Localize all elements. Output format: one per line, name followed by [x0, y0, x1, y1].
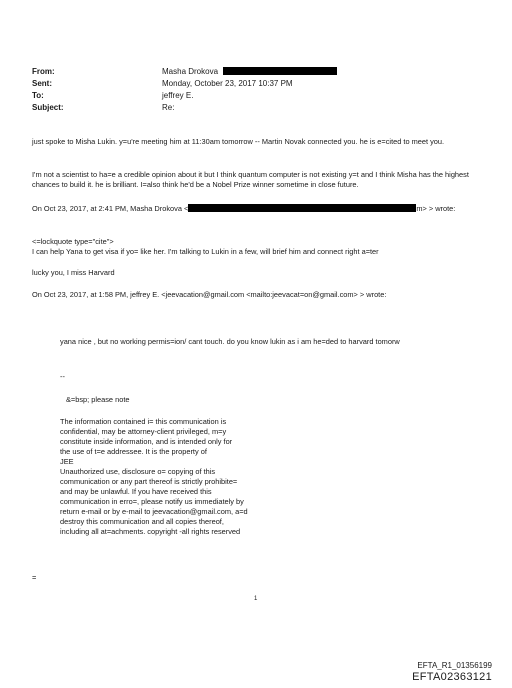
- from-value: [162, 66, 337, 77]
- disclaimer-line: confidential, may be attorney-client privileged, m=y: [60, 427, 227, 436]
- disclaimer-line: destroy this communication and all copies thereof,: [60, 517, 224, 526]
- page-number: 1: [254, 596, 258, 602]
- from-name: Masha Drokova: [162, 67, 219, 76]
- redaction-bar: [223, 67, 337, 75]
- blockquote-tag: <=lockquote type="cite">: [32, 237, 114, 246]
- body-paragraph: lucky you, I miss Harvard: [32, 268, 115, 277]
- disclaimer-line: constitute inside information, and is intended only for: [60, 437, 233, 446]
- disclaimer-line: communication or any part thereof is strictly prohibite=: [60, 477, 238, 486]
- sent-label: Sent:: [32, 79, 52, 88]
- quote-header-suffix: m> > wrote:: [416, 204, 456, 213]
- to-label: To:: [32, 91, 44, 100]
- trailing-equals: =: [32, 573, 37, 582]
- disclaimer-line: communication in erro=, please notify us immediately by: [60, 497, 244, 506]
- from-label: From:: [32, 67, 55, 76]
- signature-note: &=bsp; please note: [66, 395, 130, 404]
- signature-dash: --: [60, 372, 65, 381]
- body-paragraph: just spoke to Misha Lukin. y=u're meeting him at 11:30am tomorrow -- Martin Novak connected you. he is e=cited to meet you.: [32, 137, 445, 146]
- body-paragraph: I can help Yana to get visa if yo= like her. I'm talking to Lukin in a few, will brief him and connect right a=ter: [32, 247, 379, 256]
- disclaimer-line: including all at=achments. copyright -all rights reserved: [60, 527, 241, 536]
- body-paragraph: yana nice , but no working permis=ion/ cant touch. do you know lukin as i am he=ded to harvard tomorw: [60, 337, 400, 346]
- sent-value: Monday, October 23, 2017 10:37 PM: [162, 79, 293, 88]
- disclaimer-line: JEE: [60, 457, 74, 466]
- to-value: jeffrey E.: [162, 91, 194, 100]
- subject-value: Re:: [162, 103, 175, 112]
- header-from-row: [32, 66, 492, 77]
- header-to-row: [32, 90, 492, 101]
- disclaimer-line: and may be unlawful. If you have received this: [60, 487, 212, 496]
- bates-number-secondary: EFTA02363121: [412, 671, 492, 683]
- quote-header: [32, 204, 482, 214]
- header-subject-row: [32, 102, 492, 113]
- bates-number-primary: EFTA_R1_01356199: [417, 661, 492, 670]
- disclaimer-block: [60, 417, 300, 537]
- redaction-bar: [188, 204, 416, 212]
- disclaimer-line: Unauthorized use, disclosure o= copying of this: [60, 467, 216, 476]
- disclaimer-line: The information contained i= this communication is: [60, 417, 227, 426]
- quote-header-prefix: On Oct 23, 2017, at 2:41 PM, Masha Drokova <: [32, 204, 189, 213]
- disclaimer-line: return e-mail or by e-mail to jeevacation@gmail.com, a=d: [60, 507, 248, 516]
- header-sent-row: [32, 78, 492, 89]
- disclaimer-line: the use of t=e addressee. It is the property of: [60, 447, 207, 456]
- quote-header: On Oct 23, 2017, at 1:58 PM, jeffrey E. <jeevacation@gmail.com <mailto:jeevacat=on@gmail.com> > wrote:: [32, 290, 387, 299]
- subject-label: Subject:: [32, 103, 64, 112]
- body-paragraph: I'm not a scientist to ha=e a credible opinion about it but I think quantum computer is not existing y=t and I think Misha has the highest chances to build it. he is brilliant. I=also think he'd be a Nobel Prize winner sometime in close future.: [32, 170, 469, 189]
